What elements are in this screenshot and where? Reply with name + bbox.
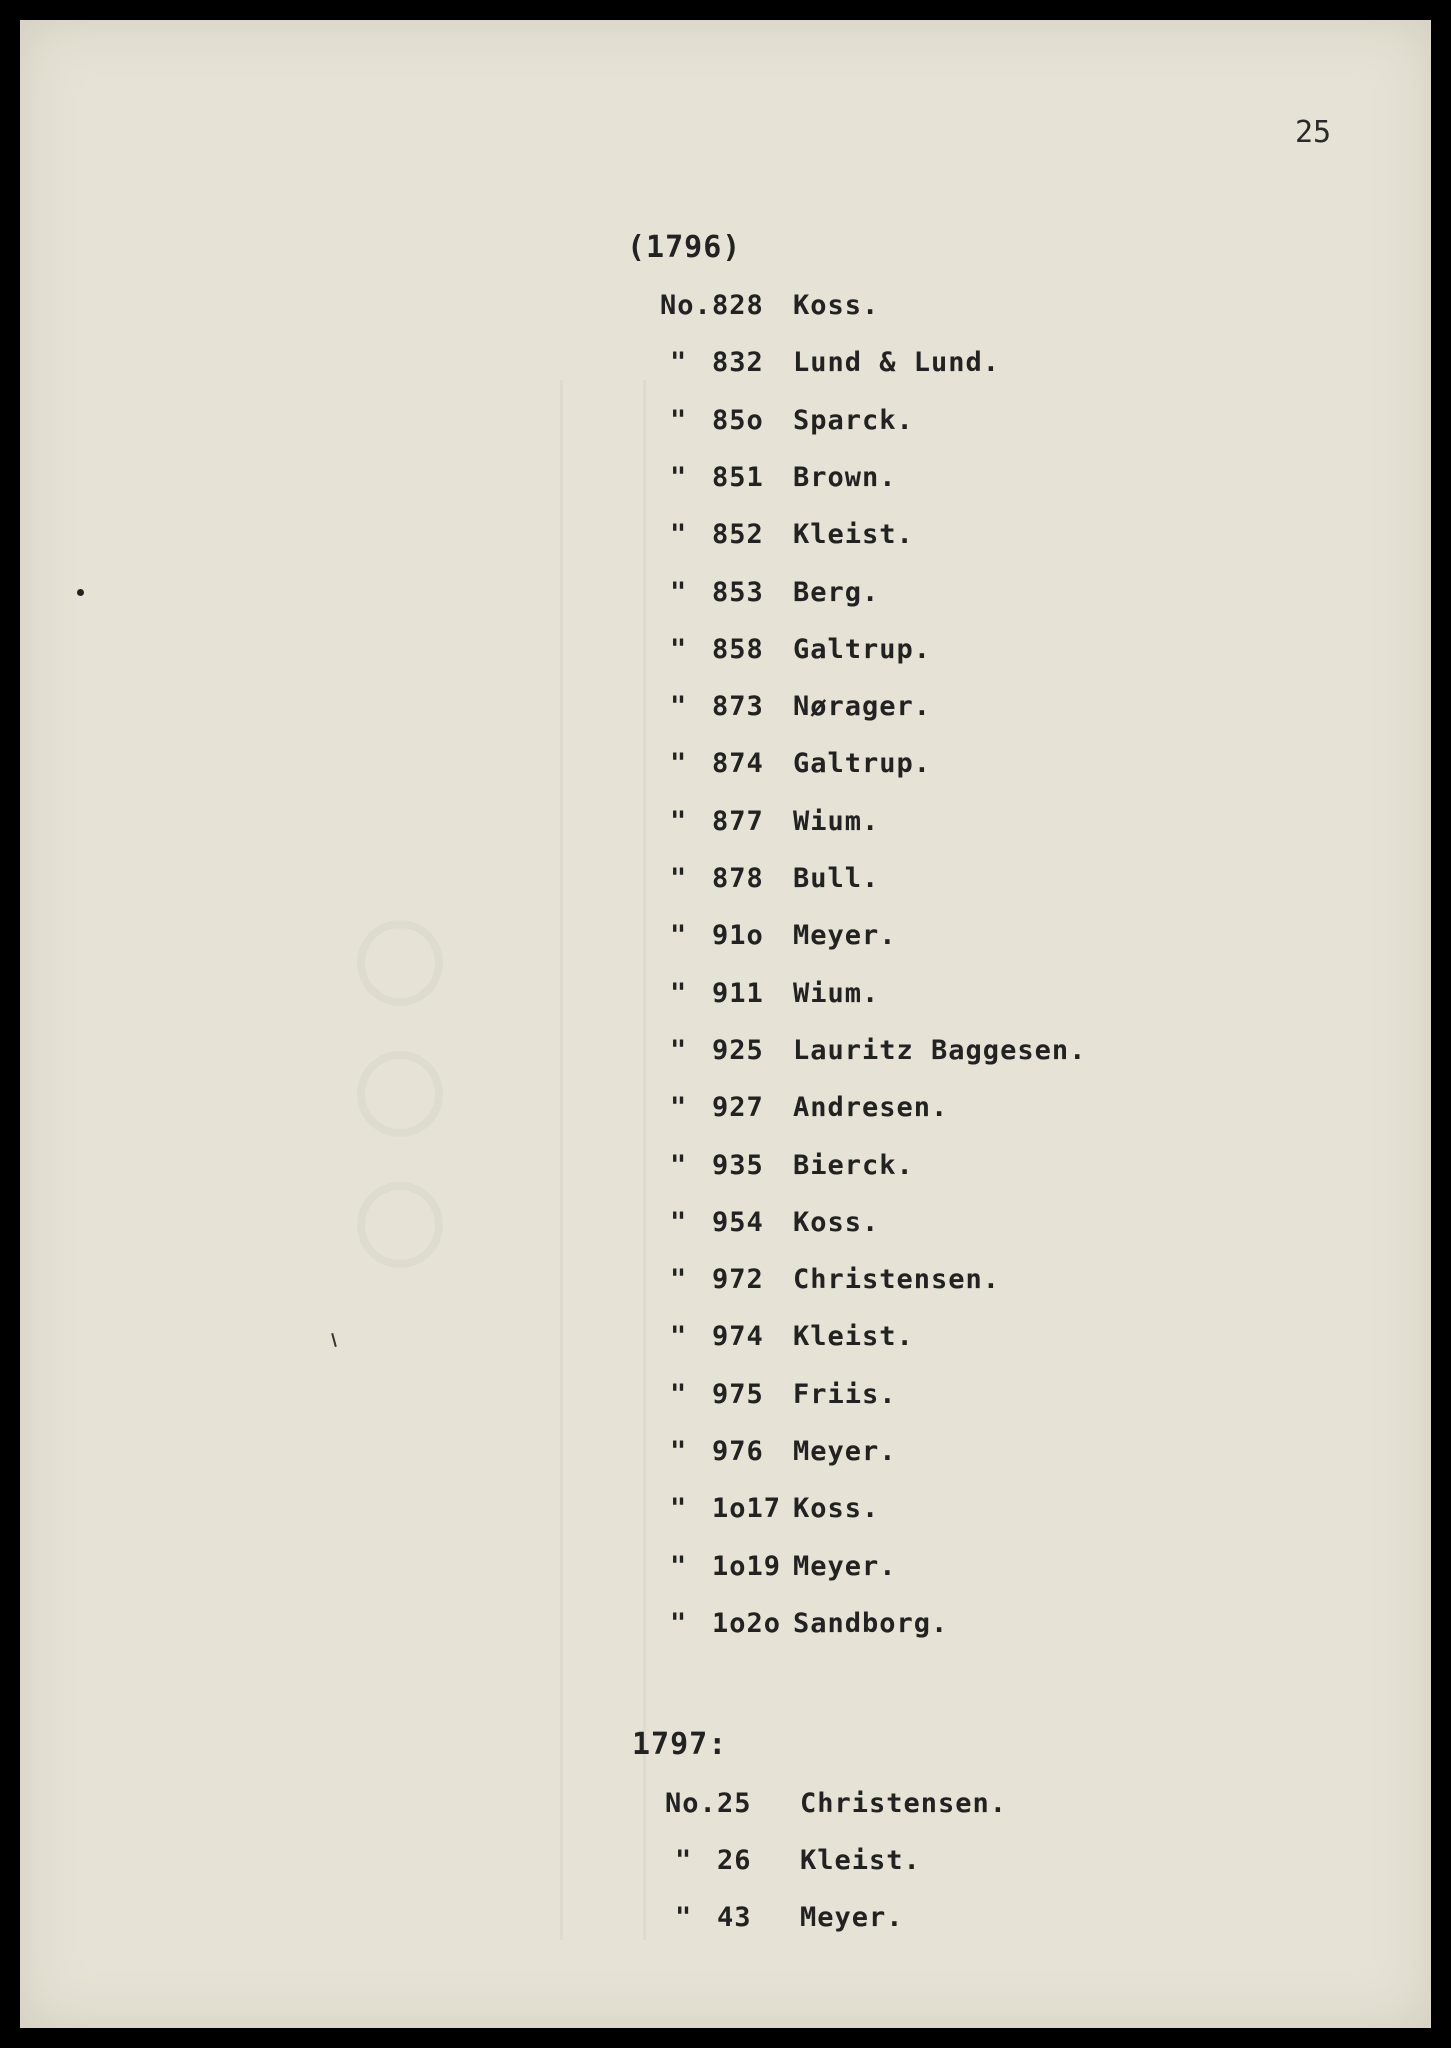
entry-number: 972 <box>712 1264 764 1296</box>
entry-prefix: " <box>670 1206 688 1238</box>
entry-number: 1o2o <box>712 1607 782 1639</box>
entry-name: Meyer. <box>793 1436 897 1467</box>
entry-number: 927 <box>712 1092 764 1124</box>
entry-prefix: " <box>670 1321 688 1353</box>
entry-number: 858 <box>712 633 764 665</box>
entry-name: Meyer. <box>793 920 897 952</box>
entry-number: 935 <box>712 1149 764 1181</box>
entry-name: Sandborg. <box>793 1607 949 1639</box>
entry-number: 976 <box>712 1436 764 1467</box>
ink-mark <box>331 1333 337 1347</box>
watermark-circles <box>355 920 445 1380</box>
entry-prefix: " <box>675 1845 693 1876</box>
page-number: 25 <box>1295 115 1332 150</box>
entry-prefix: " <box>670 805 688 837</box>
entry-prefix: " <box>670 519 688 551</box>
entry-number: 874 <box>712 748 764 780</box>
document-page <box>20 20 1431 2028</box>
entry-name: Bierck. <box>793 1149 914 1181</box>
entry-name: Wium. <box>793 805 880 837</box>
entry-prefix: " <box>670 920 688 952</box>
entry-prefix: " <box>670 404 688 436</box>
entry-number: 878 <box>712 863 764 894</box>
entry-prefix: " <box>670 1092 688 1124</box>
entry-number: 25 <box>717 1788 752 1819</box>
entry-number: 1o19 <box>712 1550 782 1582</box>
entry-name: Christensen. <box>793 1264 1001 1296</box>
entry-prefix: " <box>670 1264 688 1296</box>
entry-name: Kleist. <box>793 1321 914 1353</box>
entry-prefix: " <box>670 1149 688 1181</box>
entry-name: Christensen. <box>800 1788 1008 1819</box>
entry-name: Galtrup. <box>793 633 932 665</box>
entry-name: Koss. <box>793 1493 880 1525</box>
entry-number: 853 <box>712 576 764 608</box>
entry-prefix: " <box>670 1607 688 1639</box>
watermark-show-through <box>560 380 646 1940</box>
entry-prefix: " <box>670 1436 688 1467</box>
entry-name: Andresen. <box>793 1092 949 1124</box>
entry-prefix: " <box>670 347 688 379</box>
entry-name: Lund & Lund. <box>793 347 1001 379</box>
entry-name: Wium. <box>793 977 880 1009</box>
entry-prefix: " <box>670 576 688 608</box>
entry-prefix: " <box>670 748 688 780</box>
entry-name: Meyer. <box>793 1550 897 1582</box>
entry-number: 873 <box>712 691 764 723</box>
entry-number: 925 <box>712 1034 764 1066</box>
entry-number: 974 <box>712 1321 764 1353</box>
entry-prefix: " <box>670 461 688 493</box>
entry-name: Berg. <box>793 576 880 608</box>
entry-number: 851 <box>712 461 764 493</box>
entry-number: 91o <box>712 920 764 952</box>
entry-number: 911 <box>712 977 764 1009</box>
entry-number: 1o17 <box>712 1493 782 1525</box>
section-heading: 1797: <box>632 1727 728 1762</box>
entry-name: Friis. <box>793 1378 897 1410</box>
entry-number: 43 <box>717 1902 752 1933</box>
entry-prefix: No. <box>665 1788 717 1819</box>
entry-name: Meyer. <box>800 1902 904 1933</box>
entry-name: Brown. <box>793 461 897 493</box>
entry-prefix: " <box>670 1378 688 1410</box>
entry-name: Bull. <box>793 863 880 894</box>
entry-prefix: " <box>670 977 688 1009</box>
entry-name: Lauritz Baggesen. <box>793 1034 1087 1066</box>
entry-prefix: " <box>670 1550 688 1582</box>
entry-number: 954 <box>712 1206 764 1238</box>
entry-prefix: " <box>670 1034 688 1066</box>
entry-name: Kleist. <box>793 519 914 551</box>
entry-name: Koss. <box>793 1206 880 1238</box>
ink-dot <box>77 589 84 596</box>
entry-number: 85o <box>712 404 764 436</box>
section-heading: (1796) <box>627 230 742 265</box>
entry-prefix: " <box>670 1493 688 1525</box>
entry-number: 852 <box>712 519 764 551</box>
entry-number: 26 <box>717 1845 752 1876</box>
entry-prefix: " <box>670 691 688 723</box>
entry-name: Koss. <box>793 290 880 321</box>
entry-prefix: " <box>670 863 688 894</box>
entry-number: 828 <box>712 290 764 321</box>
entry-prefix: " <box>675 1902 693 1933</box>
entry-prefix: " <box>670 633 688 665</box>
entry-name: Sparck. <box>793 404 914 436</box>
entry-number: 975 <box>712 1378 764 1410</box>
entry-name: Kleist. <box>800 1845 921 1876</box>
entry-number: 877 <box>712 805 764 837</box>
entry-name: Galtrup. <box>793 748 932 780</box>
entry-name: Nørager. <box>793 691 932 723</box>
entry-prefix: No. <box>660 290 712 321</box>
entry-number: 832 <box>712 347 764 379</box>
